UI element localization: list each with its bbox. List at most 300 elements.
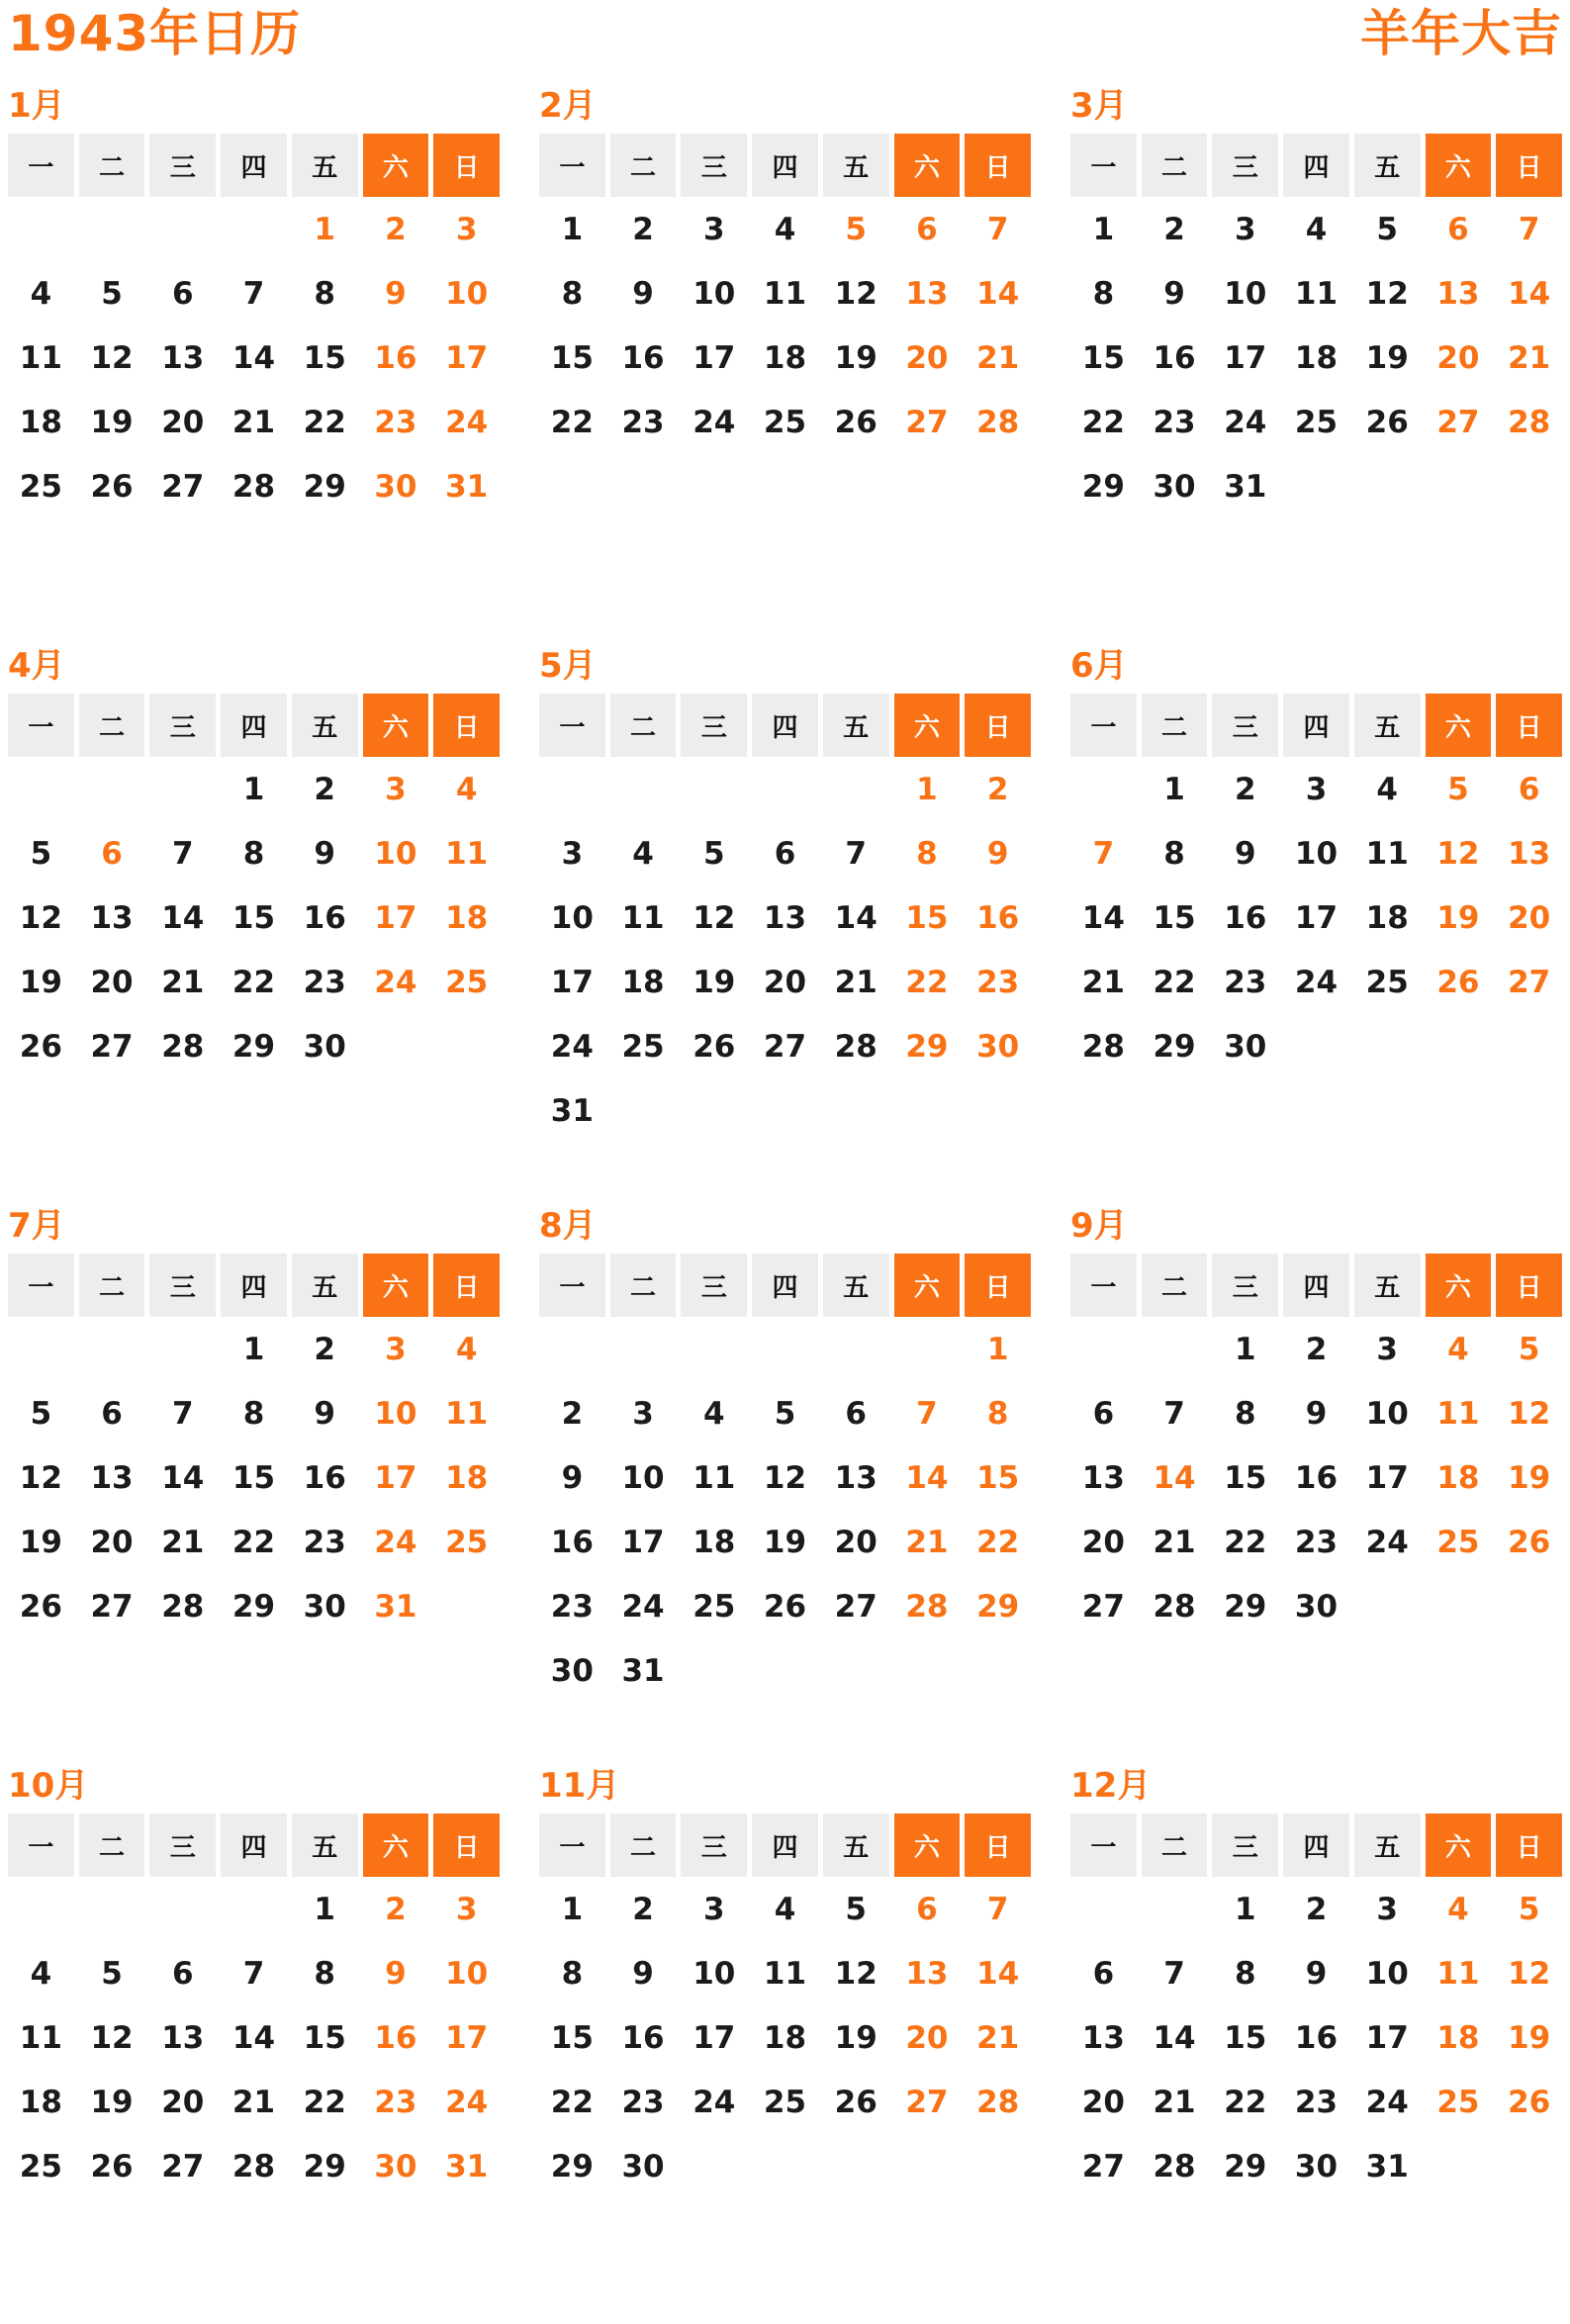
date-cell: 15 bbox=[976, 1459, 1020, 1496]
weekday-header-sunday: 日 bbox=[433, 694, 500, 757]
weekday-header-cell: 三 bbox=[149, 1813, 216, 1877]
date-cell: 22 bbox=[231, 964, 276, 1000]
weekday-header-cell: 二 bbox=[610, 134, 677, 197]
date-cell: 2 bbox=[1163, 211, 1185, 247]
weekday-header-cell: 三 bbox=[149, 1254, 216, 1317]
weekday-header-cell: 三 bbox=[681, 694, 747, 757]
date-cell: 9 bbox=[1234, 835, 1256, 872]
date-cell: 27 bbox=[834, 1588, 877, 1625]
weekday-header-cell: 一 bbox=[539, 694, 605, 757]
date-cell: 10 bbox=[445, 1955, 489, 1992]
date-cell: 12 bbox=[19, 899, 62, 936]
date-cell: 8 bbox=[561, 1955, 584, 1992]
date-cell: 21 bbox=[976, 339, 1020, 376]
date-cell: 29 bbox=[303, 468, 346, 505]
date-cell: 26 bbox=[763, 1588, 807, 1625]
date-cell: 6 bbox=[916, 1891, 938, 1927]
date-cell: 1 bbox=[242, 1331, 265, 1367]
date-cell: 24 bbox=[1365, 2084, 1409, 2120]
weekday-header-cell: 一 bbox=[1070, 134, 1137, 197]
weekday-header-sunday: 日 bbox=[965, 134, 1031, 197]
date-cell: 2 bbox=[385, 1891, 407, 1927]
date-cell: 15 bbox=[550, 339, 594, 376]
date-cell: 21 bbox=[1081, 964, 1125, 1000]
date-cell: 3 bbox=[561, 835, 584, 872]
date-cell: 15 bbox=[303, 339, 346, 376]
date-cell: 10 bbox=[445, 275, 489, 312]
date-cell: 17 bbox=[550, 964, 594, 1000]
date-cell: 11 bbox=[763, 1955, 807, 1992]
dates-grid bbox=[539, 757, 1031, 1143]
date-cell: 7 bbox=[171, 835, 194, 872]
date-cell: 22 bbox=[231, 1524, 276, 1560]
date-cell: 5 bbox=[845, 211, 867, 247]
date-cell: 25 bbox=[763, 2084, 807, 2120]
date-cell: 11 bbox=[19, 339, 62, 376]
date-cell: 29 bbox=[550, 2148, 594, 2185]
date-cell: 13 bbox=[90, 1459, 134, 1496]
date-cell: 7 bbox=[1163, 1955, 1185, 1992]
date-cell: 3 bbox=[1376, 1891, 1398, 1927]
date-cell: 2 bbox=[385, 211, 407, 247]
date-cell: 16 bbox=[1224, 899, 1267, 936]
date-cell: 12 bbox=[90, 2019, 134, 2056]
date-cell: 28 bbox=[834, 1028, 877, 1065]
month-label: 8月 bbox=[539, 1206, 597, 1246]
date-cell: 28 bbox=[231, 468, 276, 505]
date-cell: 23 bbox=[1224, 964, 1267, 1000]
date-cell: 21 bbox=[231, 404, 276, 440]
date-cell: 16 bbox=[374, 339, 417, 376]
month-block bbox=[539, 1764, 1031, 2324]
date-cell: 25 bbox=[19, 2148, 62, 2185]
weekday-header-sunday: 日 bbox=[433, 134, 500, 197]
date-cell: 27 bbox=[1508, 964, 1551, 1000]
date-cell: 19 bbox=[1365, 339, 1409, 376]
month-block bbox=[1070, 644, 1562, 1204]
weekday-header-saturday: 六 bbox=[894, 134, 961, 197]
date-cell: 26 bbox=[834, 404, 877, 440]
date-cell: 25 bbox=[621, 1028, 665, 1065]
weekday-header-cell: 二 bbox=[1142, 134, 1208, 197]
date-cell: 30 bbox=[1153, 468, 1196, 505]
date-cell: 23 bbox=[303, 1524, 346, 1560]
date-cell: 19 bbox=[1508, 1459, 1551, 1496]
date-cell: 26 bbox=[1508, 2084, 1551, 2120]
date-cell: 25 bbox=[693, 1588, 736, 1625]
date-cell: 6 bbox=[1447, 211, 1469, 247]
empty-date-cell bbox=[79, 197, 145, 261]
weekday-header-cell: 三 bbox=[1212, 694, 1278, 757]
date-cell: 2 bbox=[561, 1395, 584, 1432]
date-cell: 28 bbox=[976, 2084, 1020, 2120]
date-cell: 26 bbox=[90, 468, 134, 505]
month-label: 4月 bbox=[8, 646, 65, 686]
date-cell: 24 bbox=[445, 404, 489, 440]
date-cell: 5 bbox=[30, 835, 52, 872]
date-cell: 26 bbox=[1436, 964, 1480, 1000]
weekday-header-cell: 四 bbox=[1283, 134, 1349, 197]
empty-date-cell bbox=[79, 1317, 145, 1381]
date-cell: 29 bbox=[303, 2148, 346, 2185]
date-cell: 24 bbox=[374, 1524, 417, 1560]
date-cell: 5 bbox=[1518, 1331, 1540, 1367]
weekday-header-cell: 五 bbox=[1354, 1813, 1421, 1877]
date-cell: 21 bbox=[834, 964, 877, 1000]
dates-grid bbox=[8, 197, 500, 518]
date-cell: 27 bbox=[763, 1028, 807, 1065]
date-cell: 12 bbox=[834, 275, 877, 312]
date-cell: 16 bbox=[621, 339, 665, 376]
date-cell: 28 bbox=[905, 1588, 949, 1625]
date-cell: 10 bbox=[1365, 1395, 1409, 1432]
date-cell: 10 bbox=[374, 835, 417, 872]
weekday-header-cell: 五 bbox=[1354, 134, 1421, 197]
empty-date-cell bbox=[149, 1877, 216, 1941]
date-cell: 24 bbox=[445, 2084, 489, 2120]
weekday-header-row bbox=[8, 134, 500, 197]
date-cell: 29 bbox=[1153, 1028, 1196, 1065]
date-cell: 31 bbox=[445, 2148, 489, 2185]
empty-date-cell bbox=[8, 757, 74, 821]
date-cell: 6 bbox=[171, 275, 194, 312]
date-cell: 27 bbox=[1081, 1588, 1125, 1625]
date-cell: 14 bbox=[1153, 2019, 1196, 2056]
date-cell: 3 bbox=[385, 1331, 407, 1367]
date-cell: 4 bbox=[1447, 1331, 1469, 1367]
date-cell: 24 bbox=[374, 964, 417, 1000]
month-block bbox=[1070, 1204, 1562, 1764]
date-cell: 4 bbox=[1447, 1891, 1469, 1927]
date-cell: 30 bbox=[374, 468, 417, 505]
dates-grid bbox=[1070, 197, 1562, 518]
date-cell: 24 bbox=[693, 404, 736, 440]
weekday-header-cell: 一 bbox=[1070, 1254, 1137, 1317]
weekday-header-cell: 四 bbox=[221, 134, 287, 197]
date-cell: 20 bbox=[90, 964, 134, 1000]
date-cell: 29 bbox=[1224, 2148, 1267, 2185]
date-cell: 11 bbox=[1294, 275, 1339, 312]
date-cell: 26 bbox=[1365, 404, 1409, 440]
date-cell: 25 bbox=[763, 404, 807, 440]
date-cell: 1 bbox=[1092, 211, 1115, 247]
date-cell: 1 bbox=[561, 1891, 584, 1927]
weekday-header-cell: 二 bbox=[1142, 1254, 1208, 1317]
month-block bbox=[8, 644, 500, 1204]
empty-date-cell bbox=[823, 757, 889, 821]
empty-date-cell bbox=[610, 757, 677, 821]
weekday-header-row bbox=[539, 134, 1031, 197]
weekday-header-row bbox=[1070, 694, 1562, 757]
weekday-header-saturday: 六 bbox=[1426, 1254, 1492, 1317]
date-cell: 21 bbox=[231, 2084, 276, 2120]
date-cell: 20 bbox=[1436, 339, 1480, 376]
date-cell: 9 bbox=[1305, 1395, 1328, 1432]
date-cell: 21 bbox=[1153, 2084, 1196, 2120]
date-cell: 16 bbox=[550, 1524, 594, 1560]
weekday-header-sunday: 日 bbox=[965, 1254, 1031, 1317]
weekday-header-cell: 一 bbox=[8, 1254, 74, 1317]
date-cell: 15 bbox=[1081, 339, 1125, 376]
date-cell: 3 bbox=[1234, 211, 1256, 247]
weekday-header-sunday: 日 bbox=[1496, 694, 1562, 757]
weekday-header-cell: 三 bbox=[1212, 134, 1278, 197]
date-cell: 26 bbox=[19, 1588, 62, 1625]
date-cell: 2 bbox=[314, 1331, 335, 1367]
dates-grid bbox=[8, 757, 500, 1078]
date-cell: 13 bbox=[90, 899, 134, 936]
date-cell: 11 bbox=[621, 899, 665, 936]
date-cell: 3 bbox=[702, 1891, 725, 1927]
dates-grid bbox=[539, 1317, 1031, 1703]
date-cell: 26 bbox=[90, 2148, 134, 2185]
empty-date-cell bbox=[79, 757, 145, 821]
date-cell: 1 bbox=[986, 1331, 1009, 1367]
weekday-header-cell: 一 bbox=[8, 1813, 74, 1877]
page-title: 1943年日历 bbox=[8, 5, 302, 62]
date-cell: 7 bbox=[1092, 835, 1115, 872]
date-cell: 10 bbox=[1294, 835, 1339, 872]
date-cell: 26 bbox=[1508, 1524, 1551, 1560]
date-cell: 13 bbox=[905, 1955, 949, 1992]
date-cell: 18 bbox=[445, 899, 489, 936]
date-cell: 19 bbox=[1436, 899, 1480, 936]
date-cell: 10 bbox=[621, 1459, 665, 1496]
weekday-header-cell: 四 bbox=[221, 1813, 287, 1877]
date-cell: 1 bbox=[1234, 1891, 1256, 1927]
date-cell: 2 bbox=[314, 771, 335, 807]
date-cell: 16 bbox=[303, 1459, 346, 1496]
weekday-header-saturday: 六 bbox=[1426, 1813, 1492, 1877]
date-cell: 23 bbox=[1294, 2084, 1339, 2120]
date-cell: 10 bbox=[1365, 1955, 1409, 1992]
empty-date-cell bbox=[1070, 1877, 1137, 1941]
date-cell: 5 bbox=[1447, 771, 1469, 807]
empty-date-cell bbox=[1142, 1877, 1208, 1941]
date-cell: 21 bbox=[1153, 1524, 1196, 1560]
date-cell: 20 bbox=[905, 339, 949, 376]
date-cell: 12 bbox=[693, 899, 736, 936]
date-cell: 6 bbox=[101, 1395, 123, 1432]
date-cell: 9 bbox=[1305, 1955, 1328, 1992]
date-cell: 4 bbox=[1376, 771, 1398, 807]
date-cell: 8 bbox=[986, 1395, 1009, 1432]
weekday-header-cell: 五 bbox=[292, 1813, 358, 1877]
date-cell: 7 bbox=[242, 275, 265, 312]
date-cell: 5 bbox=[774, 1395, 796, 1432]
weekday-header-cell: 五 bbox=[823, 694, 889, 757]
weekday-header-cell: 五 bbox=[823, 1813, 889, 1877]
date-cell: 15 bbox=[231, 899, 276, 936]
month-label: 2月 bbox=[539, 86, 597, 126]
date-cell: 18 bbox=[763, 2019, 807, 2056]
date-cell: 23 bbox=[976, 964, 1020, 1000]
date-cell: 25 bbox=[1365, 964, 1409, 1000]
weekday-header-cell: 三 bbox=[149, 134, 216, 197]
date-cell: 13 bbox=[763, 899, 807, 936]
date-cell: 5 bbox=[702, 835, 725, 872]
date-cell: 12 bbox=[1508, 1395, 1551, 1432]
month-label: 6月 bbox=[1070, 646, 1128, 686]
date-cell: 23 bbox=[303, 964, 346, 1000]
date-cell: 18 bbox=[1436, 2019, 1480, 2056]
weekday-header-cell: 二 bbox=[610, 1813, 677, 1877]
date-cell: 26 bbox=[834, 2084, 877, 2120]
date-cell: 9 bbox=[986, 835, 1009, 872]
date-cell: 28 bbox=[1153, 1588, 1196, 1625]
date-cell: 8 bbox=[916, 835, 938, 872]
date-cell: 22 bbox=[905, 964, 949, 1000]
date-cell: 16 bbox=[303, 899, 346, 936]
weekday-header-cell: 五 bbox=[292, 1254, 358, 1317]
date-cell: 7 bbox=[986, 211, 1009, 247]
date-cell: 25 bbox=[1436, 1524, 1480, 1560]
date-cell: 14 bbox=[161, 1459, 205, 1496]
date-cell: 30 bbox=[303, 1028, 346, 1065]
date-cell: 4 bbox=[774, 211, 796, 247]
date-cell: 11 bbox=[19, 2019, 62, 2056]
date-cell: 20 bbox=[161, 2084, 205, 2120]
date-cell: 22 bbox=[1224, 2084, 1267, 2120]
date-cell: 13 bbox=[1508, 835, 1551, 872]
date-cell: 15 bbox=[231, 1459, 276, 1496]
date-cell: 9 bbox=[385, 1955, 407, 1992]
date-cell: 27 bbox=[161, 2148, 205, 2185]
date-cell: 1 bbox=[561, 211, 584, 247]
weekday-header-cell: 四 bbox=[752, 134, 818, 197]
empty-date-cell bbox=[1070, 757, 1137, 821]
weekday-header-cell: 一 bbox=[539, 134, 605, 197]
empty-date-cell bbox=[221, 1877, 287, 1941]
date-cell: 15 bbox=[1224, 1459, 1267, 1496]
date-cell: 5 bbox=[1518, 1891, 1540, 1927]
date-cell: 8 bbox=[1234, 1955, 1256, 1992]
weekday-header-cell: 二 bbox=[79, 1254, 145, 1317]
empty-date-cell bbox=[1142, 1317, 1208, 1381]
date-cell: 8 bbox=[242, 1395, 265, 1432]
date-cell: 18 bbox=[763, 339, 807, 376]
date-cell: 18 bbox=[693, 1524, 736, 1560]
date-cell: 6 bbox=[1092, 1955, 1115, 1992]
weekday-header-sunday: 日 bbox=[433, 1254, 500, 1317]
date-cell: 15 bbox=[550, 2019, 594, 2056]
date-cell: 20 bbox=[1081, 2084, 1125, 2120]
date-cell: 22 bbox=[303, 404, 346, 440]
date-cell: 12 bbox=[1365, 275, 1409, 312]
date-cell: 2 bbox=[986, 771, 1009, 807]
empty-date-cell bbox=[539, 757, 605, 821]
weekday-header-cell: 五 bbox=[823, 1254, 889, 1317]
weekday-header-cell: 二 bbox=[1142, 1813, 1208, 1877]
date-cell: 12 bbox=[1436, 835, 1480, 872]
date-cell: 12 bbox=[19, 1459, 62, 1496]
weekday-header-row bbox=[8, 1813, 500, 1877]
weekday-header-cell: 三 bbox=[149, 694, 216, 757]
date-cell: 25 bbox=[19, 468, 62, 505]
date-cell: 27 bbox=[90, 1028, 134, 1065]
date-cell: 21 bbox=[161, 964, 205, 1000]
weekday-header-cell: 二 bbox=[610, 1254, 677, 1317]
date-cell: 7 bbox=[916, 1395, 938, 1432]
date-cell: 6 bbox=[1092, 1395, 1115, 1432]
date-cell: 11 bbox=[693, 1459, 736, 1496]
weekday-header-cell: 五 bbox=[1354, 1254, 1421, 1317]
date-cell: 17 bbox=[445, 339, 489, 376]
month-block bbox=[8, 1204, 500, 1764]
date-cell: 4 bbox=[632, 835, 654, 872]
greeting-text: 羊年大吉 bbox=[1360, 5, 1562, 62]
date-cell: 9 bbox=[632, 1955, 654, 1992]
date-cell: 30 bbox=[976, 1028, 1020, 1065]
weekday-header-sunday: 日 bbox=[1496, 1813, 1562, 1877]
date-cell: 3 bbox=[702, 211, 725, 247]
date-cell: 27 bbox=[905, 404, 949, 440]
date-cell: 8 bbox=[1092, 275, 1115, 312]
date-cell: 8 bbox=[314, 1955, 335, 1992]
date-cell: 14 bbox=[1081, 899, 1125, 936]
date-cell: 2 bbox=[632, 211, 654, 247]
empty-date-cell bbox=[539, 1317, 605, 1381]
weekday-header-row bbox=[8, 1254, 500, 1317]
empty-date-cell bbox=[79, 1877, 145, 1941]
month-block bbox=[539, 1204, 1031, 1764]
date-cell: 17 bbox=[693, 2019, 736, 2056]
date-cell: 30 bbox=[303, 1588, 346, 1625]
date-cell: 17 bbox=[1365, 1459, 1409, 1496]
date-cell: 12 bbox=[763, 1459, 807, 1496]
date-cell: 18 bbox=[19, 404, 62, 440]
weekday-header-cell: 三 bbox=[1212, 1813, 1278, 1877]
empty-date-cell bbox=[1070, 1317, 1137, 1381]
date-cell: 13 bbox=[161, 2019, 205, 2056]
calendar-header bbox=[8, 6, 1562, 61]
date-cell: 17 bbox=[1224, 339, 1267, 376]
weekday-header-cell: 四 bbox=[752, 1254, 818, 1317]
weekday-header-cell: 三 bbox=[1212, 1254, 1278, 1317]
date-cell: 23 bbox=[550, 1588, 594, 1625]
date-cell: 29 bbox=[1081, 468, 1125, 505]
date-cell: 12 bbox=[834, 1955, 877, 1992]
date-cell: 17 bbox=[1294, 899, 1339, 936]
dates-grid bbox=[8, 1317, 500, 1638]
date-cell: 24 bbox=[1294, 964, 1339, 1000]
date-cell: 25 bbox=[445, 964, 489, 1000]
weekday-header-cell: 二 bbox=[610, 694, 677, 757]
date-cell: 23 bbox=[374, 404, 417, 440]
date-cell: 22 bbox=[1081, 404, 1125, 440]
date-cell: 16 bbox=[976, 899, 1020, 936]
date-cell: 3 bbox=[632, 1395, 654, 1432]
dates-grid bbox=[1070, 1317, 1562, 1638]
date-cell: 29 bbox=[905, 1028, 949, 1065]
date-cell: 11 bbox=[1436, 1955, 1480, 1992]
date-cell: 30 bbox=[1224, 1028, 1267, 1065]
date-cell: 24 bbox=[693, 2084, 736, 2120]
date-cell: 19 bbox=[19, 1524, 62, 1560]
date-cell: 2 bbox=[632, 1891, 654, 1927]
weekday-header-cell: 二 bbox=[79, 694, 145, 757]
date-cell: 24 bbox=[550, 1028, 594, 1065]
month-label: 3月 bbox=[1070, 86, 1128, 126]
date-cell: 28 bbox=[1153, 2148, 1196, 2185]
date-cell: 26 bbox=[19, 1028, 62, 1065]
date-cell: 22 bbox=[550, 2084, 594, 2120]
month-block bbox=[1070, 1764, 1562, 2324]
date-cell: 20 bbox=[1508, 899, 1551, 936]
date-cell: 8 bbox=[242, 835, 265, 872]
weekday-header-cell: 五 bbox=[292, 134, 358, 197]
empty-date-cell bbox=[752, 757, 818, 821]
